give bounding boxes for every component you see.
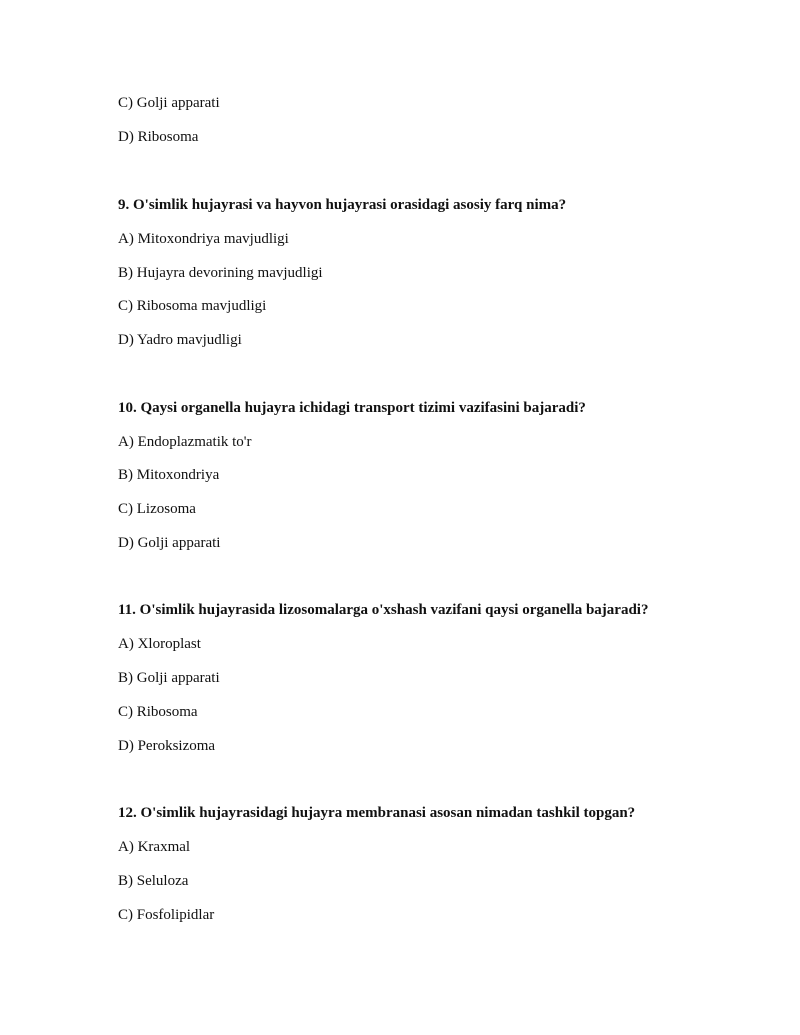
answer-option: D) Peroksizoma [118, 738, 216, 754]
answer-option: A) Mitoxondriya mavjudligi [118, 231, 289, 247]
answer-option: C) Ribosoma [118, 704, 198, 720]
question-9: 9. O'simlik hujayrasi va hayvon hujayrasi orasidagi asosiy farq nima? [118, 197, 567, 213]
answer-option: C) Fosfolipidlar [118, 907, 215, 923]
answer-option: A) Kraxmal [118, 839, 191, 855]
answer-option: C) Golji apparati [118, 95, 220, 111]
answer-option: B) Seluloza [118, 873, 189, 889]
answer-option: C) Lizosoma [118, 501, 196, 517]
answer-option: D) Ribosoma [118, 129, 199, 145]
answer-option: B) Golji apparati [118, 670, 220, 686]
answer-option: C) Ribosoma mavjudligi [118, 298, 267, 314]
question-11: 11. O'simlik hujayrasida lizosomalarga o'xshash vazifani qaysi organella bajaradi? [118, 602, 649, 618]
answer-option: A) Endoplazmatik to'r [118, 434, 252, 450]
answer-option: A) Xloroplast [118, 636, 201, 652]
answer-option: D) Golji apparati [118, 535, 221, 551]
answer-option: B) Mitoxondriya [118, 467, 220, 483]
question-12: 12. O'simlik hujayrasidagi hujayra membranasi asosan nimadan tashkil topgan? [118, 805, 636, 821]
answer-option: B) Hujayra devorining mavjudligi [118, 265, 323, 281]
answer-option: D) Yadro mavjudligi [118, 332, 242, 348]
question-10: 10. Qaysi organella hujayra ichidagi transport tizimi vazifasini bajaradi? [118, 400, 586, 416]
